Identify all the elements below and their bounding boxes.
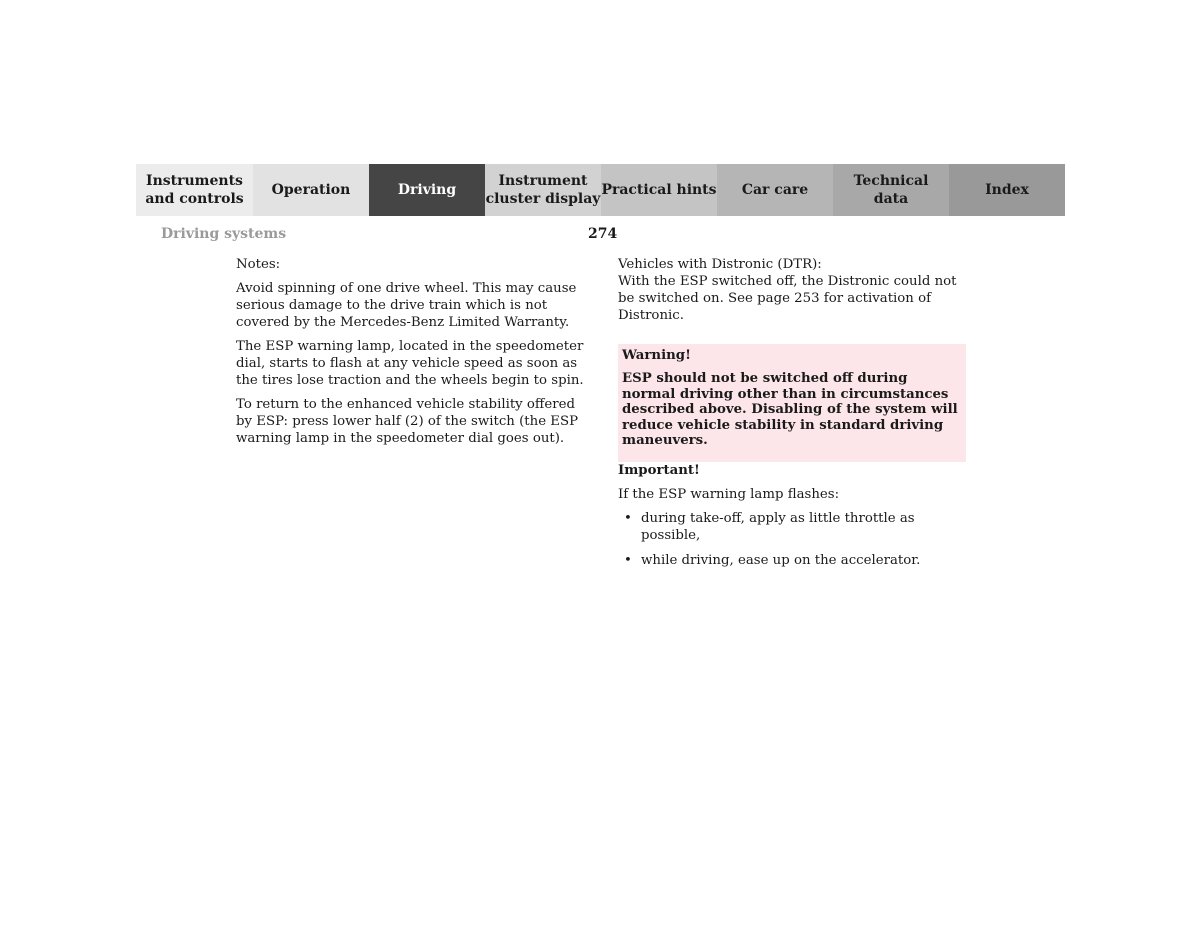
important-list bbox=[618, 510, 966, 569]
note-paragraph: The ESP warning lamp, located in the speedometer dial, starts to flash at any vehicle speed as soon as the tires lose traction and the wheels begin to spin. bbox=[236, 339, 584, 388]
note-paragraph: Avoid spinning of one drive wheel. This may cause serious damage to the drive train which is not covered by the Mercedes-Benz Limited Warranty. bbox=[236, 281, 577, 330]
section-title: Driving systems bbox=[161, 226, 287, 242]
list-item bbox=[618, 510, 966, 544]
left-column bbox=[236, 256, 586, 454]
bullet-icon: • bbox=[624, 552, 632, 568]
important-intro: If the ESP warning lamp flashes: bbox=[618, 486, 840, 502]
tab-instrument-cluster-display[interactable]: Instrument cluster display bbox=[485, 164, 601, 216]
list-item-text: while driving, ease up on the accelerator. bbox=[641, 552, 921, 568]
tab-technical-data[interactable]: Technical data bbox=[833, 164, 949, 216]
warning-title: Warning! bbox=[622, 348, 691, 363]
distronic-text: With the ESP switched off, the Distronic could not be switched on. See page 253 for activation of Distronic. bbox=[618, 274, 957, 323]
tab-operation[interactable]: Operation bbox=[253, 164, 369, 216]
tab-driving[interactable]: Driving bbox=[369, 164, 485, 216]
page-number: 274 bbox=[588, 226, 618, 242]
tab-car-care[interactable]: Car care bbox=[717, 164, 833, 216]
warning-body: ESP should not be switched off during normal driving other than in circumstances described above. Disabling of the system will reduce vehicle stability in standard driving maneuvers. bbox=[622, 371, 958, 448]
tab-instruments-and-controls[interactable]: Instruments and controls bbox=[136, 164, 253, 216]
notes-heading: Notes: bbox=[236, 257, 281, 272]
list-item-text: during take-off, apply as little throttle as possible, bbox=[641, 510, 915, 543]
warning-box bbox=[618, 344, 966, 462]
bullet-icon: • bbox=[624, 510, 632, 526]
important-title: Important! bbox=[618, 462, 700, 478]
tab-index[interactable]: Index bbox=[949, 164, 1065, 216]
list-item bbox=[618, 552, 966, 569]
note-paragraph: To return to the enhanced vehicle stability offered by ESP: press lower half (2) of the switch (the ESP warning lamp in the speedometer dial goes out). bbox=[236, 397, 579, 446]
distronic-heading: Vehicles with Distronic (DTR): bbox=[618, 257, 822, 272]
chapter-tabs bbox=[136, 164, 1065, 216]
tab-practical-hints[interactable]: Practical hints bbox=[601, 164, 717, 216]
right-column bbox=[618, 256, 966, 577]
